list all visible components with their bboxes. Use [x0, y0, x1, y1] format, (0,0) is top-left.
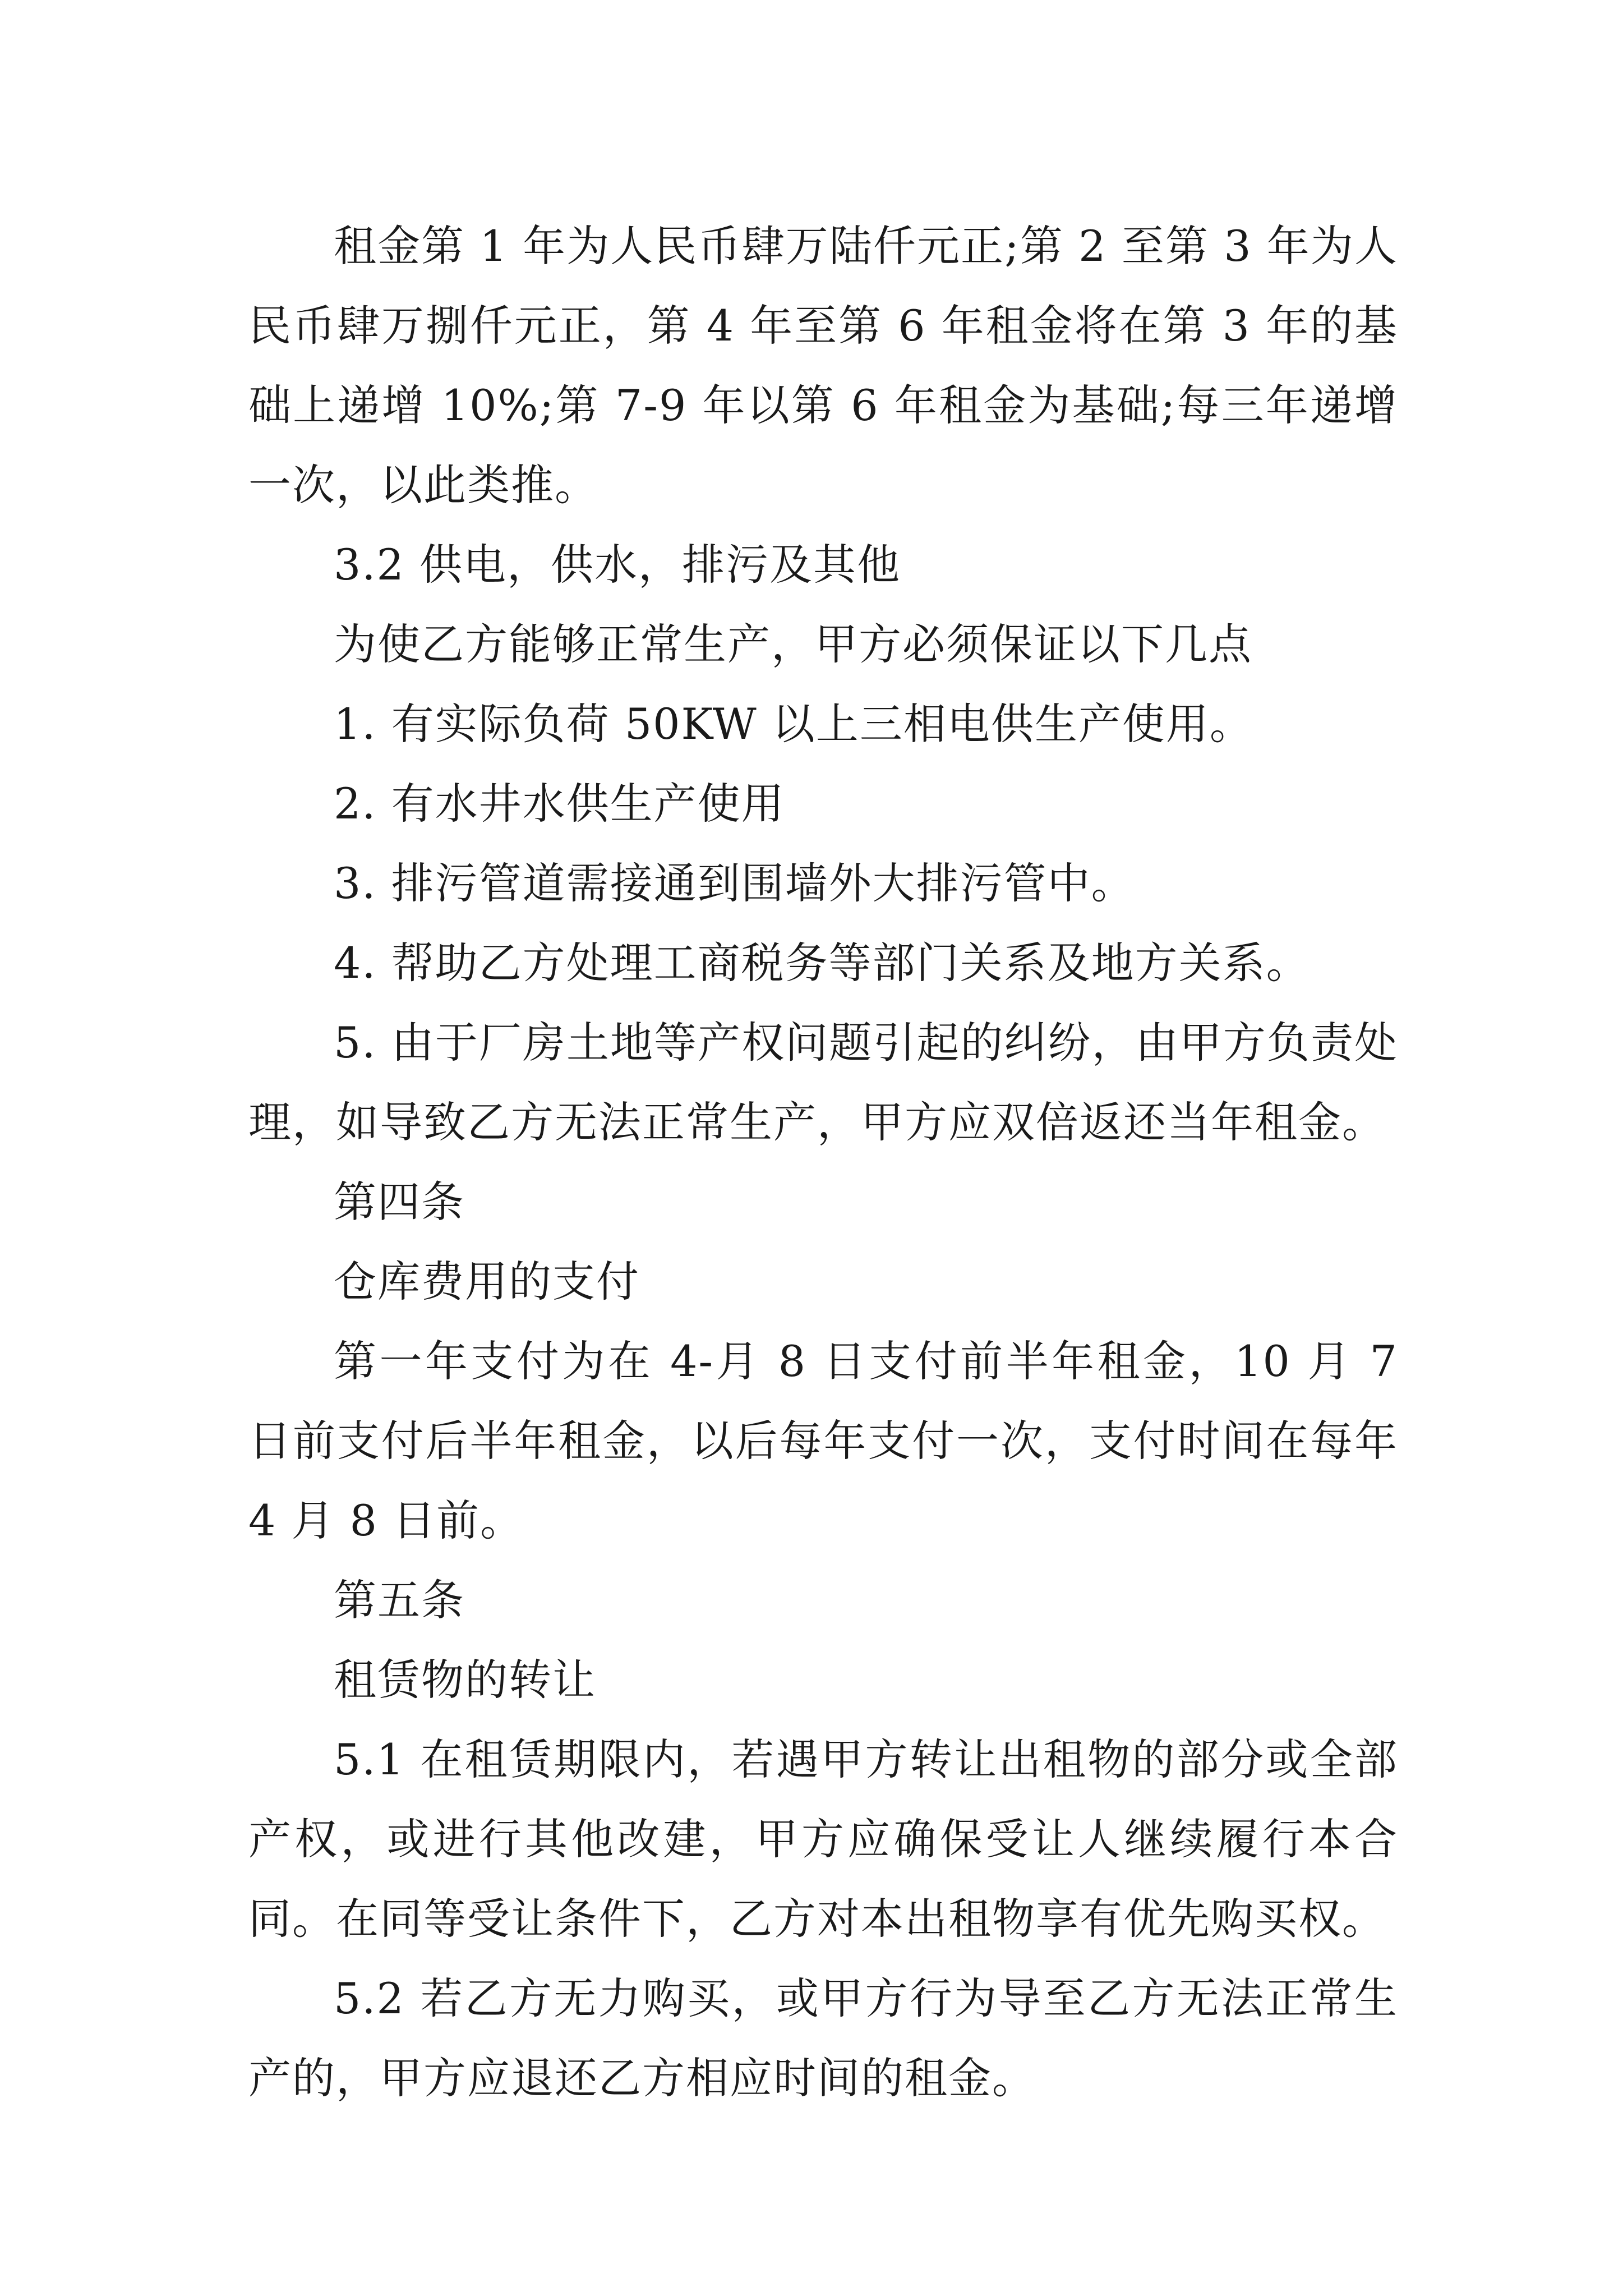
- document-body: [248, 206, 1398, 2118]
- article-5-heading: 第五条: [334, 1575, 465, 1625]
- paragraph-section-5-1: 5.1 在租赁期限内，若遇甲方转让出租物的部分或全部产权，或进行其他改建，甲方应确保受让人继续履行本合同。在同等受让条件下，乙方对本出租物享有优先购买权。: [248, 1734, 1398, 1944]
- list-item-water: 2. 有水井水供生产使用: [334, 779, 785, 829]
- article-5-title: 租赁物的转让: [334, 1655, 596, 1705]
- list-item-drainage: 3. 排污管道需接通到围墙外大排污管中。: [334, 858, 1135, 908]
- list-item-relations: 4. 帮助乙方处理工商税务等部门关系及地方关系。: [334, 938, 1310, 988]
- article-4-heading: 第四条: [334, 1177, 465, 1227]
- paragraph-payment-terms: 第一年支付为在 4-月 8 日支付前半年租金，10 月 7 日前支付后半年租金，以后每年支付一次，支付时间在每年 4 月 8 日前。: [248, 1336, 1398, 1545]
- article-4-title: 仓库费用的支付: [334, 1257, 640, 1306]
- paragraph-guarantee-intro: 为使乙方能够正常生产，甲方必须保证以下几点: [334, 619, 1252, 669]
- paragraph-section-5-2: 5.2 若乙方无力购买，或甲方行为导至乙方无法正常生产的，甲方应退还乙方相应时间的租金。: [248, 1973, 1398, 2103]
- paragraph-section-3-2-heading: 3.2 供电，供水，排污及其他: [334, 540, 901, 590]
- paragraph-rent-schedule: 租金第 1 年为人民币肆万陆仟元正;第 2 至第 3 年为人民币肆万捌仟元正，第 4 年至第 6 年租金将在第 3 年的基础上递增 10%;第 7-9 年以第 6 年租金为基础;每三年递增一次，以此类推。: [248, 221, 1398, 510]
- list-item-electricity: 1. 有实际负荷 50KW 以上三相电供生产使用。: [334, 699, 1253, 749]
- list-item-property-disputes: 5. 由于厂房土地等产权问题引起的纠纷，由甲方负责处理，如导致乙方无法正常生产，甲方应双倍返还当年租金。: [248, 1018, 1398, 1147]
